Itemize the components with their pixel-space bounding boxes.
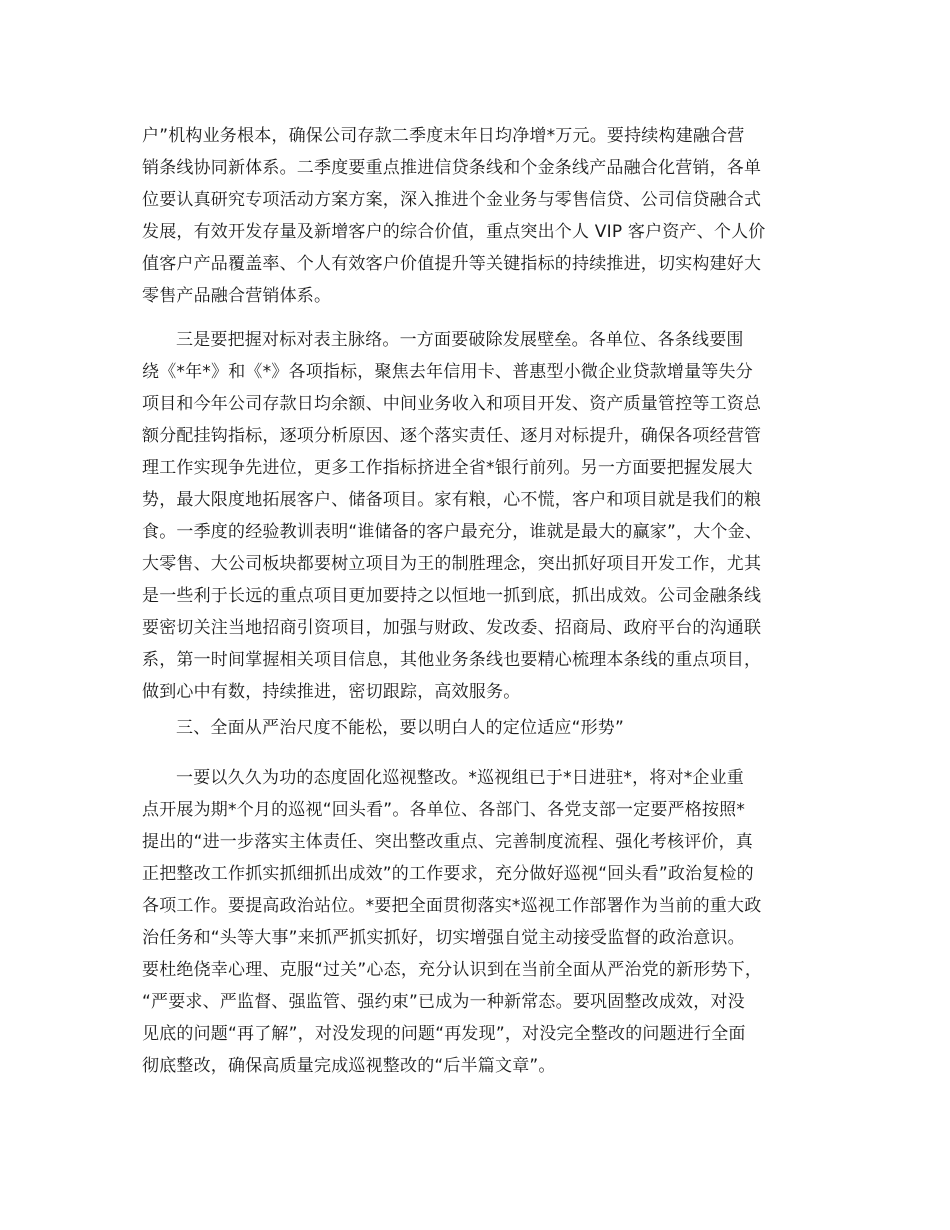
paragraph-4-line: 彻底整改，确保高质量完成巡视整改的“后半篇文章”。 <box>142 1056 556 1076</box>
paragraph-1-line: 销条线协同新体系。二季度要重点推进信贷条线和个金条线产品融合化营销，各单 <box>142 158 762 178</box>
paragraph-2-line: 绕《*年*》和《*》各项指标，聚焦去年信用卡、普惠型小微企业贷款增量等失分 <box>142 362 753 382</box>
section-heading-text: 三、全面从严治尺度不能松，要以明白人的定位适应“形势” <box>176 718 625 738</box>
paragraph-4-line: 要杜绝侥幸心理、克服“过关”心态，充分认识到在当前全面从严治党的新形势下， <box>142 960 763 980</box>
paragraph-4-line: 各项工作。要提高政治站位。*要把全面贯彻落实*巡视工作部署作为当前的重大政 <box>142 896 762 916</box>
paragraph-2-line: 要密切关注当地招商引资项目，加强与财政、发改委、招商局、政府平台的沟通联 <box>142 618 762 638</box>
paragraph-4-line: 点开展为期*个月的巡视“回头看”。各单位、各部门、各党支部一定要严格按照* <box>142 800 746 820</box>
paragraph-1 <box>142 120 822 312</box>
section-heading <box>142 712 822 744</box>
paragraph-4-line: 正把整改工作抓实抓细抓出成效”的工作要求，充分做好巡视“回头看”政治复检的 <box>142 864 754 884</box>
paragraph-2-line: 大零售、大公司板块都要树立项目为王的制胜理念，突出抓好项目开发工作，尤其 <box>142 554 762 574</box>
paragraph-2-line: 系，第一时间掌握相关项目信息，其他业务条线也要精心梳理本条线的重点项目， <box>142 650 762 670</box>
paragraph-4-line: 治任务和“头等大事”来抓严抓实抓好，切实增强自觉主动接受监督的政治意识。 <box>142 928 745 948</box>
paragraph-4-line: “严要求、严监督、强监管、强约束”已成为一种新常态。要巩固整改成效，对没 <box>142 992 745 1012</box>
paragraph-1-line: 值客户产品覆盖率、个人有效客户价值提升等关键指标的持续推进，切实构建好大 <box>142 254 762 274</box>
paragraph-1-line: 发展，有效开发存量及新增客户的综合价值，重点突出个人 VIP 客户资产、个人价 <box>142 222 766 242</box>
paragraph-2 <box>142 324 822 708</box>
paragraph-1-line: 零售产品融合营销体系。 <box>142 286 332 306</box>
paragraph-4-line: 一要以久久为功的态度固化巡视整改。*巡视组已于*日进驻*，将对*企业重 <box>176 768 744 788</box>
paragraph-4-line: 见底的问题“再了解”，对没发现的问题“再发现”，对没完全整改的问题进行全面 <box>142 1024 746 1044</box>
paragraph-1-line: 位要认真研究专项活动方案方案，深入推进个金业务与零售信贷、公司信贷融合式 <box>142 190 762 210</box>
paragraph-2-line: 理工作实现争先进位，更多工作指标挤进全省*银行前列。另一方面要把握发展大 <box>142 458 753 478</box>
paragraph-2-line: 项目和今年公司存款日均余额、中间业务收入和项目开发、资产质量管控等工资总 <box>142 394 762 414</box>
paragraph-1-line: 户”机构业务根本，确保公司存款二季度末年日均净增*万元。要持续构建融合营 <box>142 126 745 146</box>
paragraph-2-line: 食。一季度的经验教训表明“谁储备的客户最充分，谁就是最大的赢家”，大个金、 <box>142 522 763 542</box>
paragraph-4 <box>142 762 822 1082</box>
paragraph-2-line: 做到心中有数，持续推进，密切跟踪，高效服务。 <box>142 682 521 702</box>
paragraph-2-line: 是一些利于长远的重点项目更加要持之以恒地一抓到底，抓出成效。公司金融条线 <box>142 586 762 606</box>
paragraph-2-line: 额分配挂钩指标，逐项分析原因、逐个落实责任、逐月对标提升，确保各项经营管 <box>142 426 762 446</box>
paragraph-4-line: 提出的“进一步落实主体责任、突出整改重点、完善制度流程、强化考核评价，真 <box>142 832 754 852</box>
paragraph-2-line: 势，最大限度地拓展客户、储备项目。家有粮，心不慌，客户和项目就是我们的粮 <box>142 490 762 510</box>
paragraph-2-line: 三是要把握对标对表主脉络。一方面要破除发展壁垒。各单位、各条线要围 <box>176 330 744 350</box>
